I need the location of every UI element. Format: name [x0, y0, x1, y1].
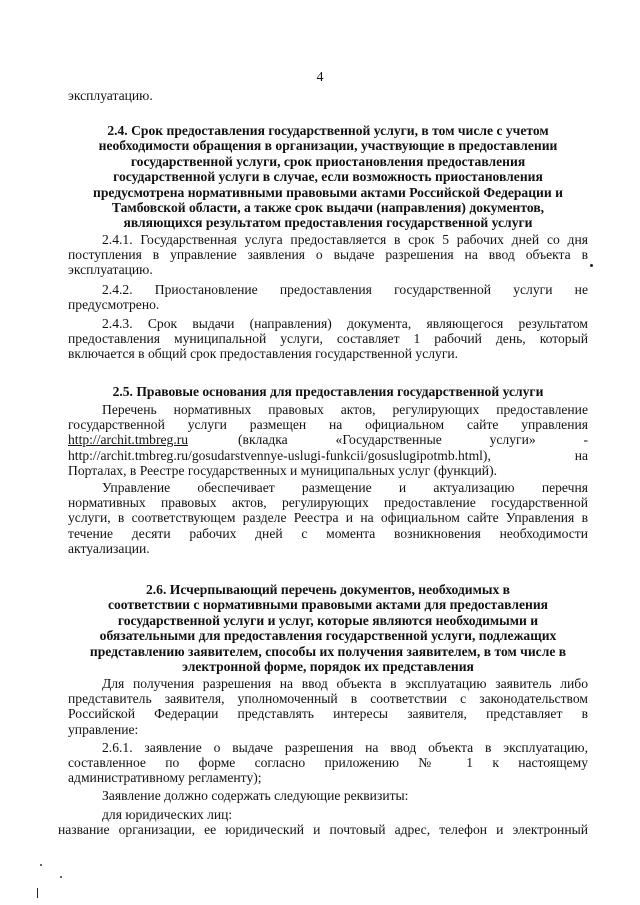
- paragraph-line: Управление обеспечивает размещение и актуализацию перечня: [102, 479, 588, 495]
- paragraph-line: актуализации.: [68, 540, 150, 556]
- section-2-5-body: [68, 402, 588, 556]
- heading-line: необходимости обращения в организации, участвующие в предоставлении: [98, 138, 558, 154]
- heading-line: Тамбовской области, а также срок выдачи (направления) документов,: [111, 199, 545, 215]
- paragraph-line: административному регламенту);: [68, 770, 262, 786]
- heading-line: 2.6. Исчерпывающий перечень документов, необходимых в: [145, 582, 511, 597]
- section-2-4-heading: [68, 123, 588, 231]
- heading-line: представлению заявителем, способы их получения заявителем, в том числе в: [89, 643, 567, 659]
- heading-line: являющихся результатом предоставления государственной услуги: [123, 215, 533, 231]
- paragraph-line: составленное по форме согласно приложению № 1 к настоящему: [68, 754, 588, 770]
- heading-line: 2.4. Срок предоставления государственной услуги, в том числе с учетом: [107, 123, 549, 138]
- line-tail: на: [574, 447, 588, 463]
- heading-line: государственной услуги, срок приостановления предоставления: [130, 153, 526, 169]
- paragraph-line: предоставления муниципальной услуги, составляет 1 рабочий день, который: [68, 331, 588, 347]
- section-2-4-body: [68, 232, 588, 362]
- continuation-text: [68, 88, 588, 103]
- page-number: 4: [316, 70, 324, 85]
- paragraph-line: Заявление должно содержать следующие реквизиты:: [102, 788, 409, 804]
- scan-speck: [590, 264, 593, 267]
- paragraph-line: 2.4.2. Приостановление предоставления государственной услуги не: [102, 281, 588, 297]
- paragraph-line: 2.6.1. заявление о выдаче разрешения на ввод объекта в эксплуатацию,: [102, 739, 588, 755]
- heading-line: обязательными для предоставления государственной услуги, подлежащих: [99, 628, 557, 644]
- paragraph-line: Для получения разрешения на ввод объекта в эксплуатацию заявитель либо: [102, 676, 588, 691]
- section-2-6-heading: [68, 582, 588, 674]
- heading-line: предусмотрена нормативными правовыми актами Российской Федерации и: [93, 184, 563, 200]
- paragraph-line: 2.4.3. Срок выдачи (направления) документа, являющегося результатом: [102, 315, 588, 331]
- paragraph-line: для юридических лиц:: [102, 806, 233, 822]
- paragraph-line: представитель заявителя, уполномоченный в соответствии с законодательством: [68, 691, 588, 707]
- section-2-5-heading: [68, 384, 588, 399]
- paragraph-line: нормативных правовых актов, регулирующих предоставление государственной: [68, 495, 588, 511]
- paragraph-line: услуги, в соответствующем разделе Реестра и на официальном сайте Управления в: [68, 510, 588, 526]
- official-site-link[interactable]: http://archit.tmbreg.ru: [68, 432, 189, 448]
- heading-line: соответствии с нормативными правовыми актами для предоставления: [107, 597, 549, 613]
- paragraph-line: предусмотрено.: [68, 296, 160, 312]
- services-url: http://archit.tmbreg.ru/gosudarstvennye-uslugi-funkcii/gosuslugipotmb.html),: [68, 447, 491, 463]
- paragraph-line: эксплуатацию.: [68, 262, 153, 278]
- paragraph-line: включается в общий срок предоставления государственной услуги.: [68, 346, 459, 362]
- paragraph-line: [68, 448, 588, 463]
- scan-speck: [40, 864, 42, 866]
- heading-line: электронной форме, порядок их представления: [182, 658, 474, 674]
- paragraph-line: государственной услуги размещен на официальном сайте управления: [68, 417, 588, 433]
- paragraph-line: поступления в управление заявления о выдаче разрешения на ввод объекта в: [68, 247, 588, 263]
- paragraph-line: Перечень нормативных правовых актов, регулирующих предоставление: [102, 402, 588, 417]
- paragraph-line: 2.4.1. Государственная услуга предоставляется в срок 5 рабочих дней со дня: [102, 232, 588, 247]
- continuation-line: эксплуатацию.: [68, 88, 153, 103]
- scan-speck: [60, 876, 62, 878]
- section-2-6-body: [58, 676, 588, 837]
- paragraph-line: управление:: [68, 721, 139, 737]
- paragraph-line: название организации, ее юридический и почтовый адрес, телефон и электронный: [58, 821, 588, 837]
- heading-line: государственной услуги в случае, если возможность приостановления: [113, 169, 543, 185]
- paragraph-line: течение десяти рабочих дней с момента возникновения необходимости: [68, 525, 588, 541]
- heading-line: 2.5. Правовые основания для предоставления государственной услуги: [112, 384, 544, 399]
- paragraph-line: Порталах, в Реестре государственных и муниципальных услуг (функций).: [68, 462, 498, 478]
- tab-reference: (вкладка «Государственные услуги» -: [238, 432, 588, 448]
- paragraph-line: [68, 432, 588, 447]
- paragraph-line: Российской Федерации представлять интересы заявителя, представляет в: [68, 706, 588, 722]
- heading-line: государственной услуги и услуг, которые являются необходимыми и: [117, 612, 539, 628]
- scan-speck: [37, 888, 38, 898]
